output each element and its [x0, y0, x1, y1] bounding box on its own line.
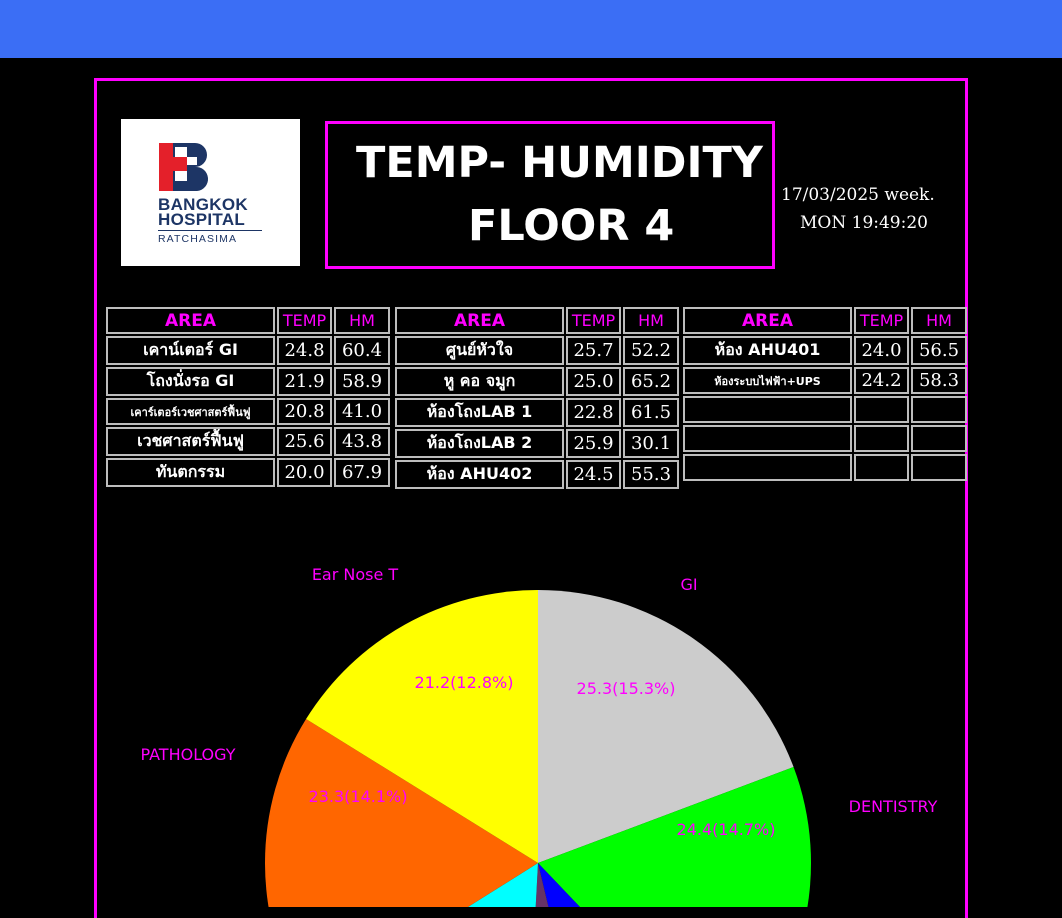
humidity-value-cell: 52.2: [623, 336, 679, 365]
temp-value-cell: 24.0: [854, 336, 909, 365]
pie-slice-label: DENTISTRY: [848, 797, 938, 816]
temp-value-cell: 25.0: [566, 367, 621, 396]
pie-value-label: 24.4(14.7%): [676, 820, 776, 839]
temp-value-cell: 24.5: [566, 460, 621, 489]
page-subtitle: FLOOR 4: [468, 201, 675, 251]
column-header-hm: HM: [334, 307, 390, 334]
column-header-temp: TEMP: [566, 307, 621, 334]
pie-slice-label: PATHOLOGY: [140, 745, 236, 764]
pie-slice-label: Ear Nose T: [311, 565, 399, 584]
column-header-temp: TEMP: [854, 307, 909, 334]
humidity-value-cell: 55.3: [623, 460, 679, 489]
logo-line-2: HOSPITAL: [158, 210, 246, 229]
column-header-temp: TEMP: [277, 307, 332, 334]
humidity-value-cell: 58.9: [334, 367, 390, 396]
area-name-cell: ห้องโถงLAB 1: [395, 398, 564, 427]
temp-value-cell: 25.7: [566, 336, 621, 365]
temp-value-cell: 24.2: [854, 367, 909, 394]
temp-value-cell: 20.8: [277, 398, 332, 425]
area-name-cell: ห้อง AHU402: [395, 460, 564, 489]
temp-value-cell: 21.9: [277, 367, 332, 396]
humidity-value-cell: 43.8: [334, 427, 390, 456]
humidity-value-cell: 61.5: [623, 398, 679, 427]
column-header-area: AREA: [106, 307, 275, 334]
temp-value-cell: 24.8: [277, 336, 332, 365]
logo-line-3: RATCHASIMA: [158, 233, 238, 245]
pie-slice-label: GI: [680, 575, 698, 594]
pie-value-label: 21.2(12.8%): [414, 673, 514, 692]
area-name-cell: เวชศาสตร์ฟื้นฟู: [106, 427, 275, 456]
humidity-value-cell: 41.0: [334, 398, 390, 425]
temp-value-cell: 20.0: [277, 458, 332, 487]
area-name-cell: ห้อง AHU401: [683, 336, 852, 365]
temp-value-cell: 25.9: [566, 429, 621, 458]
area-name-cell: ห้องโถงLAB 2: [395, 429, 564, 458]
temp-value-cell: 22.8: [566, 398, 621, 427]
humidity-value-cell: 30.1: [623, 429, 679, 458]
column-header-area: AREA: [395, 307, 564, 334]
area-name-cell: ศูนย์หัวใจ: [395, 336, 564, 365]
area-name-cell: ห้องระบบไฟฟ้า+UPS: [683, 367, 852, 394]
column-header-area: AREA: [683, 307, 852, 334]
area-name-cell: หู คอ จมูก: [395, 367, 564, 396]
page-title: TEMP- HUMIDITY: [356, 138, 763, 188]
area-name-cell: ทันตกรรม: [106, 458, 275, 487]
date-display: 17/03/2025 week.: [781, 185, 935, 205]
time-display: MON 19:49:20: [800, 213, 928, 233]
area-name-cell: เคาน์เตอร์ GI: [106, 336, 275, 365]
pie-value-label: 25.3(15.3%): [576, 679, 676, 698]
humidity-value-cell: 56.5: [911, 336, 967, 365]
humidity-value-cell: 65.2: [623, 367, 679, 396]
column-header-hm: HM: [911, 307, 967, 334]
pie-value-label: 23.3(14.1%): [308, 787, 408, 806]
logo-line-1: BANGKOK: [158, 195, 248, 214]
humidity-value-cell: 58.3: [911, 367, 967, 394]
temp-value-cell: 25.6: [277, 427, 332, 456]
column-header-hm: HM: [623, 307, 679, 334]
humidity-value-cell: 67.9: [334, 458, 390, 487]
area-name-cell: โถงนั่งรอ GI: [106, 367, 275, 396]
area-name-cell: เคาร์เตอร์เวชศาสตร์ฟื้นฟู: [106, 398, 275, 425]
humidity-value-cell: 60.4: [334, 336, 390, 365]
